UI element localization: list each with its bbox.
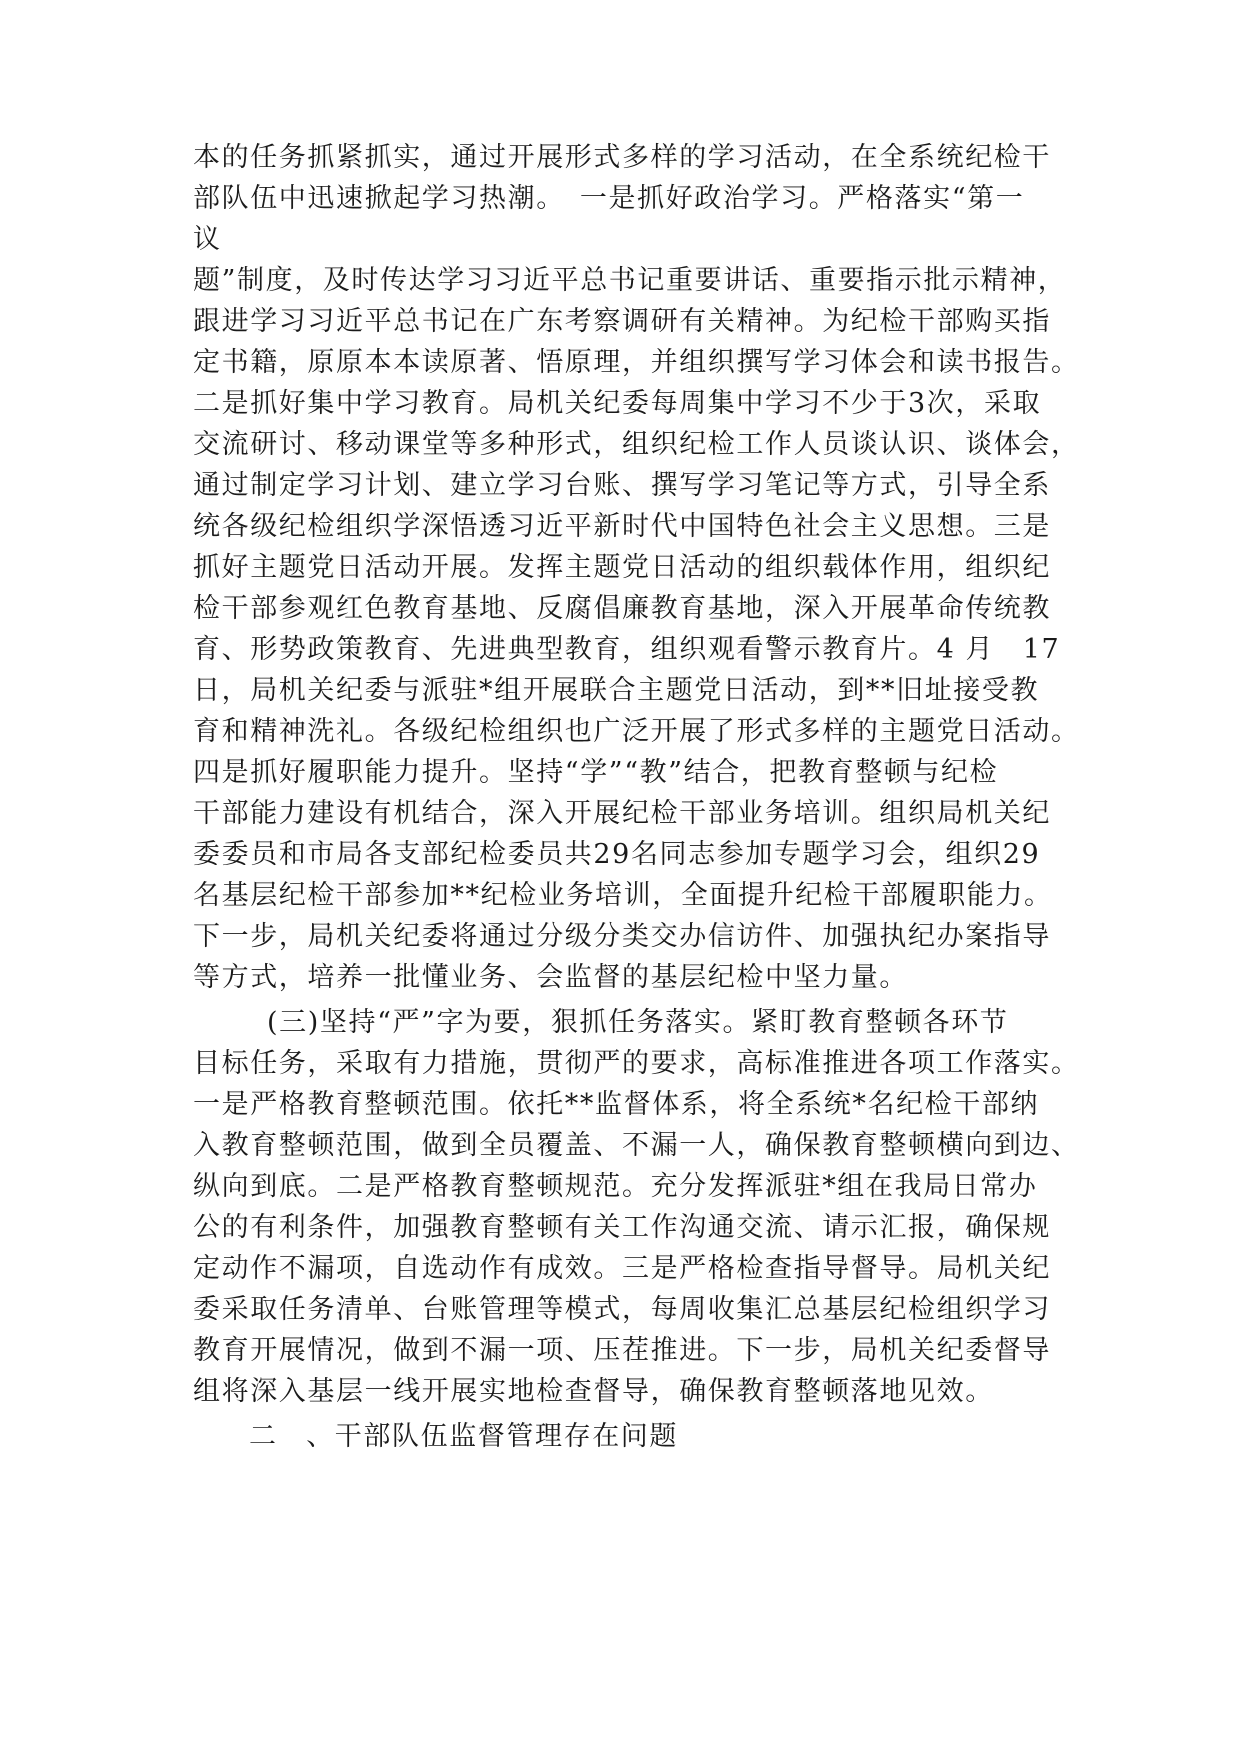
text-line: 部队伍中迅速掀起学习热潮。 一是抓好政治学习。严格落实“第一 xyxy=(193,183,1025,214)
paragraph-study-activities xyxy=(193,137,1080,998)
text-line: 议 xyxy=(193,224,222,255)
text-line: 日，局机关纪委与派驻*组开展联合主题党日活动，到**旧址接受教 xyxy=(193,675,1040,706)
text-line: 跟进学习习近平总书记在广东考察调研有关精神。为纪检干部购买指 xyxy=(193,306,1051,337)
text-line: 检干部参观红色教育基地、反腐倡廉教育基地，深入开展革命传统教 xyxy=(193,593,1051,624)
text-line: 定书籍，原原本本读原著、悟原理，并组织撰写学习体会和读书报告。 xyxy=(193,347,1080,378)
text-line: 育、形势政策教育、先进典型教育，组织观看警示教育片。4 月 17 xyxy=(193,634,1061,665)
text-line: 抓好主题党日活动开展。发挥主题党日活动的组织载体作用，组织纪 xyxy=(193,552,1051,583)
text-line: 下一步，局机关纪委将通过分级分类交办信访件、加强执纪办案指导 xyxy=(193,921,1051,952)
text-line: 组将深入基层一线开展实地检查督导，确保教育整顿落地见效。 xyxy=(193,1376,994,1407)
text-line: 委采取任务清单、台账管理等模式，每周收集汇总基层纪检组织学习 xyxy=(193,1294,1051,1325)
text-line: 委委员和市局各支部纪检委员共29名同志参加专题学习会，组织29 xyxy=(193,839,1041,870)
text-line: 一是严格教育整顿范围。依托**监督体系，将全系统*名纪检干部纳 xyxy=(193,1089,1040,1120)
text-line: 本的任务抓紧抓实，通过开展形式多样的学习活动，在全系统纪检干 xyxy=(193,142,1051,173)
paragraph-strict-implementation xyxy=(193,1002,1080,1412)
text-line: 纵向到底。二是严格教育整顿规范。充分发挥派驻*组在我局日常办 xyxy=(193,1171,1038,1202)
text-line: 干部能力建设有机结合，深入开展纪检干部业务培训。组织局机关纪 xyxy=(193,798,1051,829)
text-line: 公的有利条件，加强教育整顿有关工作沟通交流、请示汇报，确保规 xyxy=(193,1212,1051,1243)
text-line: 定动作不漏项，自选动作有成效。三是严格检查指导督导。局机关纪 xyxy=(193,1253,1051,1284)
document-body xyxy=(193,137,1080,1457)
text-line: 交流研讨、移动课堂等多种形式，组织纪检工作人员谈认识、谈体会， xyxy=(193,429,1080,460)
text-line: 目标任务，采取有力措施，贯彻严的要求，高标准推进各项工作落实。 xyxy=(193,1048,1080,1079)
text-line: 题”制度，及时传达学习习近平总书记重要讲话、重要指示批示精神， xyxy=(193,265,1067,296)
text-line: 等方式，培养一批懂业务、会监督的基层纪检中坚力量。 xyxy=(193,962,908,993)
text-line: 教育开展情况，做到不漏一项、压茬推进。下一步，局机关纪委督导 xyxy=(193,1335,1051,1366)
text-line: 育和精神洗礼。各级纪检组织也广泛开展了形式多样的主题党日活动。 xyxy=(193,716,1080,747)
text-line: 通过制定学习计划、建立学习台账、撰写学习笔记等方式，引导全系 xyxy=(193,470,1051,501)
text-line: 二是抓好集中学习教育。局机关纪委每周集中学习不少于3次，采取 xyxy=(193,388,1042,419)
text-line: 名基层纪检干部参加**纪检业务培训，全面提升纪检干部履职能力。 xyxy=(193,880,1053,911)
section-heading: 二 、干部队伍监督管理存在问题 xyxy=(249,1421,678,1452)
text-line: 四是抓好履职能力提升。坚持“学”“教”结合，把教育整顿与纪检 xyxy=(193,757,999,788)
text-line: 入教育整顿范围，做到全员覆盖、不漏一人，确保教育整顿横向到边、 xyxy=(193,1130,1080,1161)
text-line: (三)坚持“严”字为要，狠抓任务落实。紧盯教育整顿各环节 xyxy=(267,1007,1009,1038)
text-line: 统各级纪检组织学深悟透习近平新时代中国特色社会主义思想。三是 xyxy=(193,511,1051,542)
